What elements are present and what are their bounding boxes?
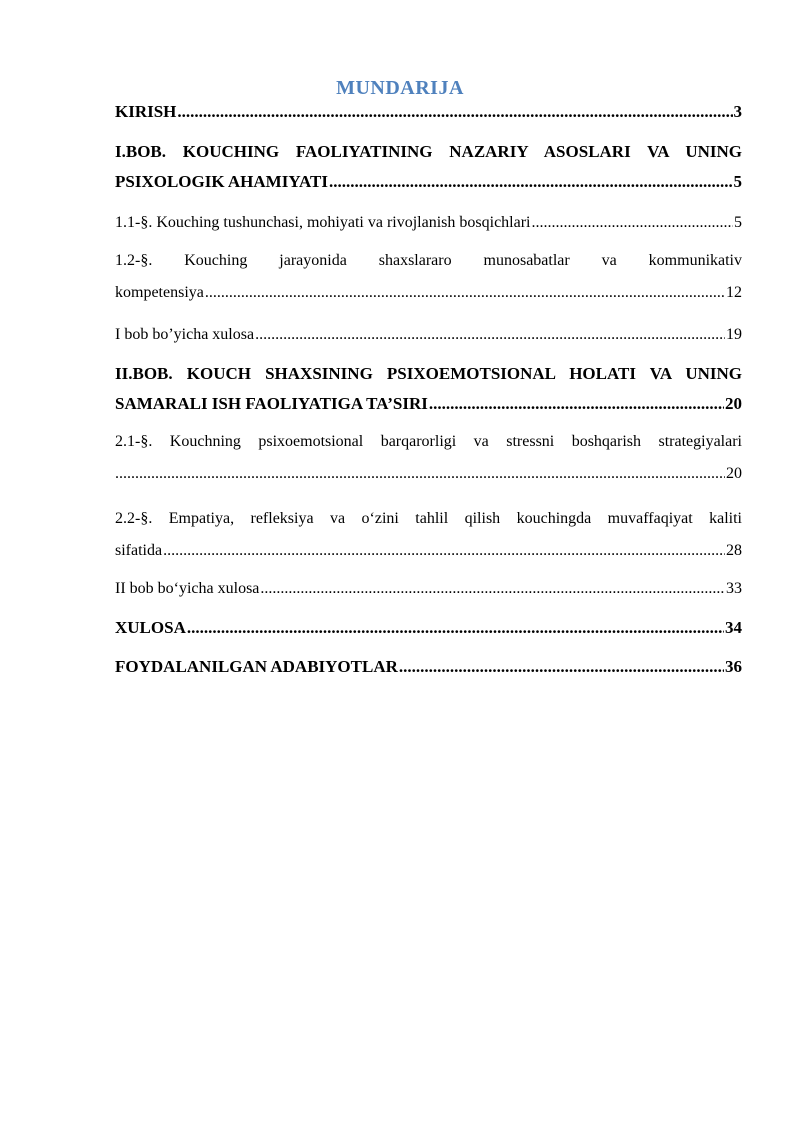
- toc-entry-label: FOYDALANILGAN ADABIYOTLAR: [115, 657, 398, 676]
- toc-entry-label-line1: I.BOB. KOUCHING FAOLIYATINING NAZARIY ASOSLARI VA UNING: [115, 142, 742, 161]
- toc-entry-label-line2: SAMARALI ISH FAOLIYATIGA TA’SIRI: [115, 394, 428, 413]
- dot-leader: [429, 394, 724, 414]
- dot-leader: [399, 657, 724, 677]
- toc-page-number: 19: [726, 326, 742, 343]
- toc-entry-label: 1.1-§. Kouching tushunchasi, mohiyati va rivojlanish bosqichlari: [115, 214, 531, 231]
- toc-page-number: 28: [726, 542, 742, 559]
- dot-leader: [163, 542, 725, 560]
- dot-leader: [205, 284, 725, 302]
- toc-entry-label: I bob bo’yicha xulosa: [115, 326, 255, 343]
- dot-leader: [255, 326, 725, 344]
- toc-entry-label-line1: 2.2-§. Empatiya, refleksiya va o‘zini tahlil qilish kouchingda muvaffaqiyat kaliti: [115, 510, 742, 527]
- dot-leader: [115, 465, 725, 483]
- toc-entry-kirish[interactable]: [115, 102, 742, 122]
- dot-leader: [177, 102, 732, 122]
- toc-entry-2-1[interactable]: [115, 433, 742, 483]
- toc-page-number: 33: [726, 580, 742, 597]
- toc-entry-adabiyotlar[interactable]: [115, 657, 742, 677]
- toc-entry-label-line1: 2.1-§. Kouchning psixoemotsional barqarorligi va stressni boshqarish strategiyalari: [115, 433, 742, 450]
- toc-page-number: 34: [725, 618, 742, 637]
- toc-entry-label-line2: kompetensiya: [115, 284, 204, 301]
- toc-entry-2-2[interactable]: [115, 510, 742, 560]
- toc-entry-label: II bob bo‘yicha xulosa: [115, 580, 260, 597]
- toc-page-number: 36: [725, 657, 742, 676]
- dot-leader: [532, 214, 734, 232]
- dot-leader: [329, 172, 732, 192]
- dot-leader: [260, 580, 725, 598]
- toc-entry-label-line1: 1.2-§. Kouching jarayonida shaxslararo munosabatlar va kommunikativ: [115, 252, 742, 269]
- toc-entry-xulosa[interactable]: [115, 618, 742, 638]
- toc-entry-1-1[interactable]: [115, 214, 742, 232]
- toc-page-number: 5: [734, 214, 742, 231]
- toc-entry-xulosa-1[interactable]: [115, 326, 742, 344]
- toc-entry-bob1[interactable]: [115, 142, 742, 192]
- toc-entry-bob2[interactable]: [115, 364, 742, 414]
- toc-entry-label-line2: PSIXOLOGIK AHAMIYATI: [115, 172, 329, 191]
- toc-page-number: 3: [733, 102, 742, 121]
- toc-page-number: 20: [725, 394, 742, 413]
- toc-entry-label-line2: sifatida: [115, 542, 163, 559]
- toc-page-number: 12: [726, 284, 742, 301]
- toc-page-number: 20: [726, 465, 742, 482]
- toc-entry-xulosa-2[interactable]: [115, 580, 742, 598]
- dot-leader: [187, 618, 724, 638]
- toc-entry-label-line1: II.BOB. KOUCH SHAXSINING PSIXOEMOTSIONAL HOLATI VA UNING: [115, 364, 742, 383]
- toc-entry-label: XULOSA: [115, 618, 186, 637]
- toc-page-number: 5: [733, 172, 742, 191]
- toc-entry-1-2[interactable]: [115, 252, 742, 302]
- toc-entry-label: KIRISH: [115, 102, 177, 121]
- page-title: MUNDARIJA: [336, 77, 464, 99]
